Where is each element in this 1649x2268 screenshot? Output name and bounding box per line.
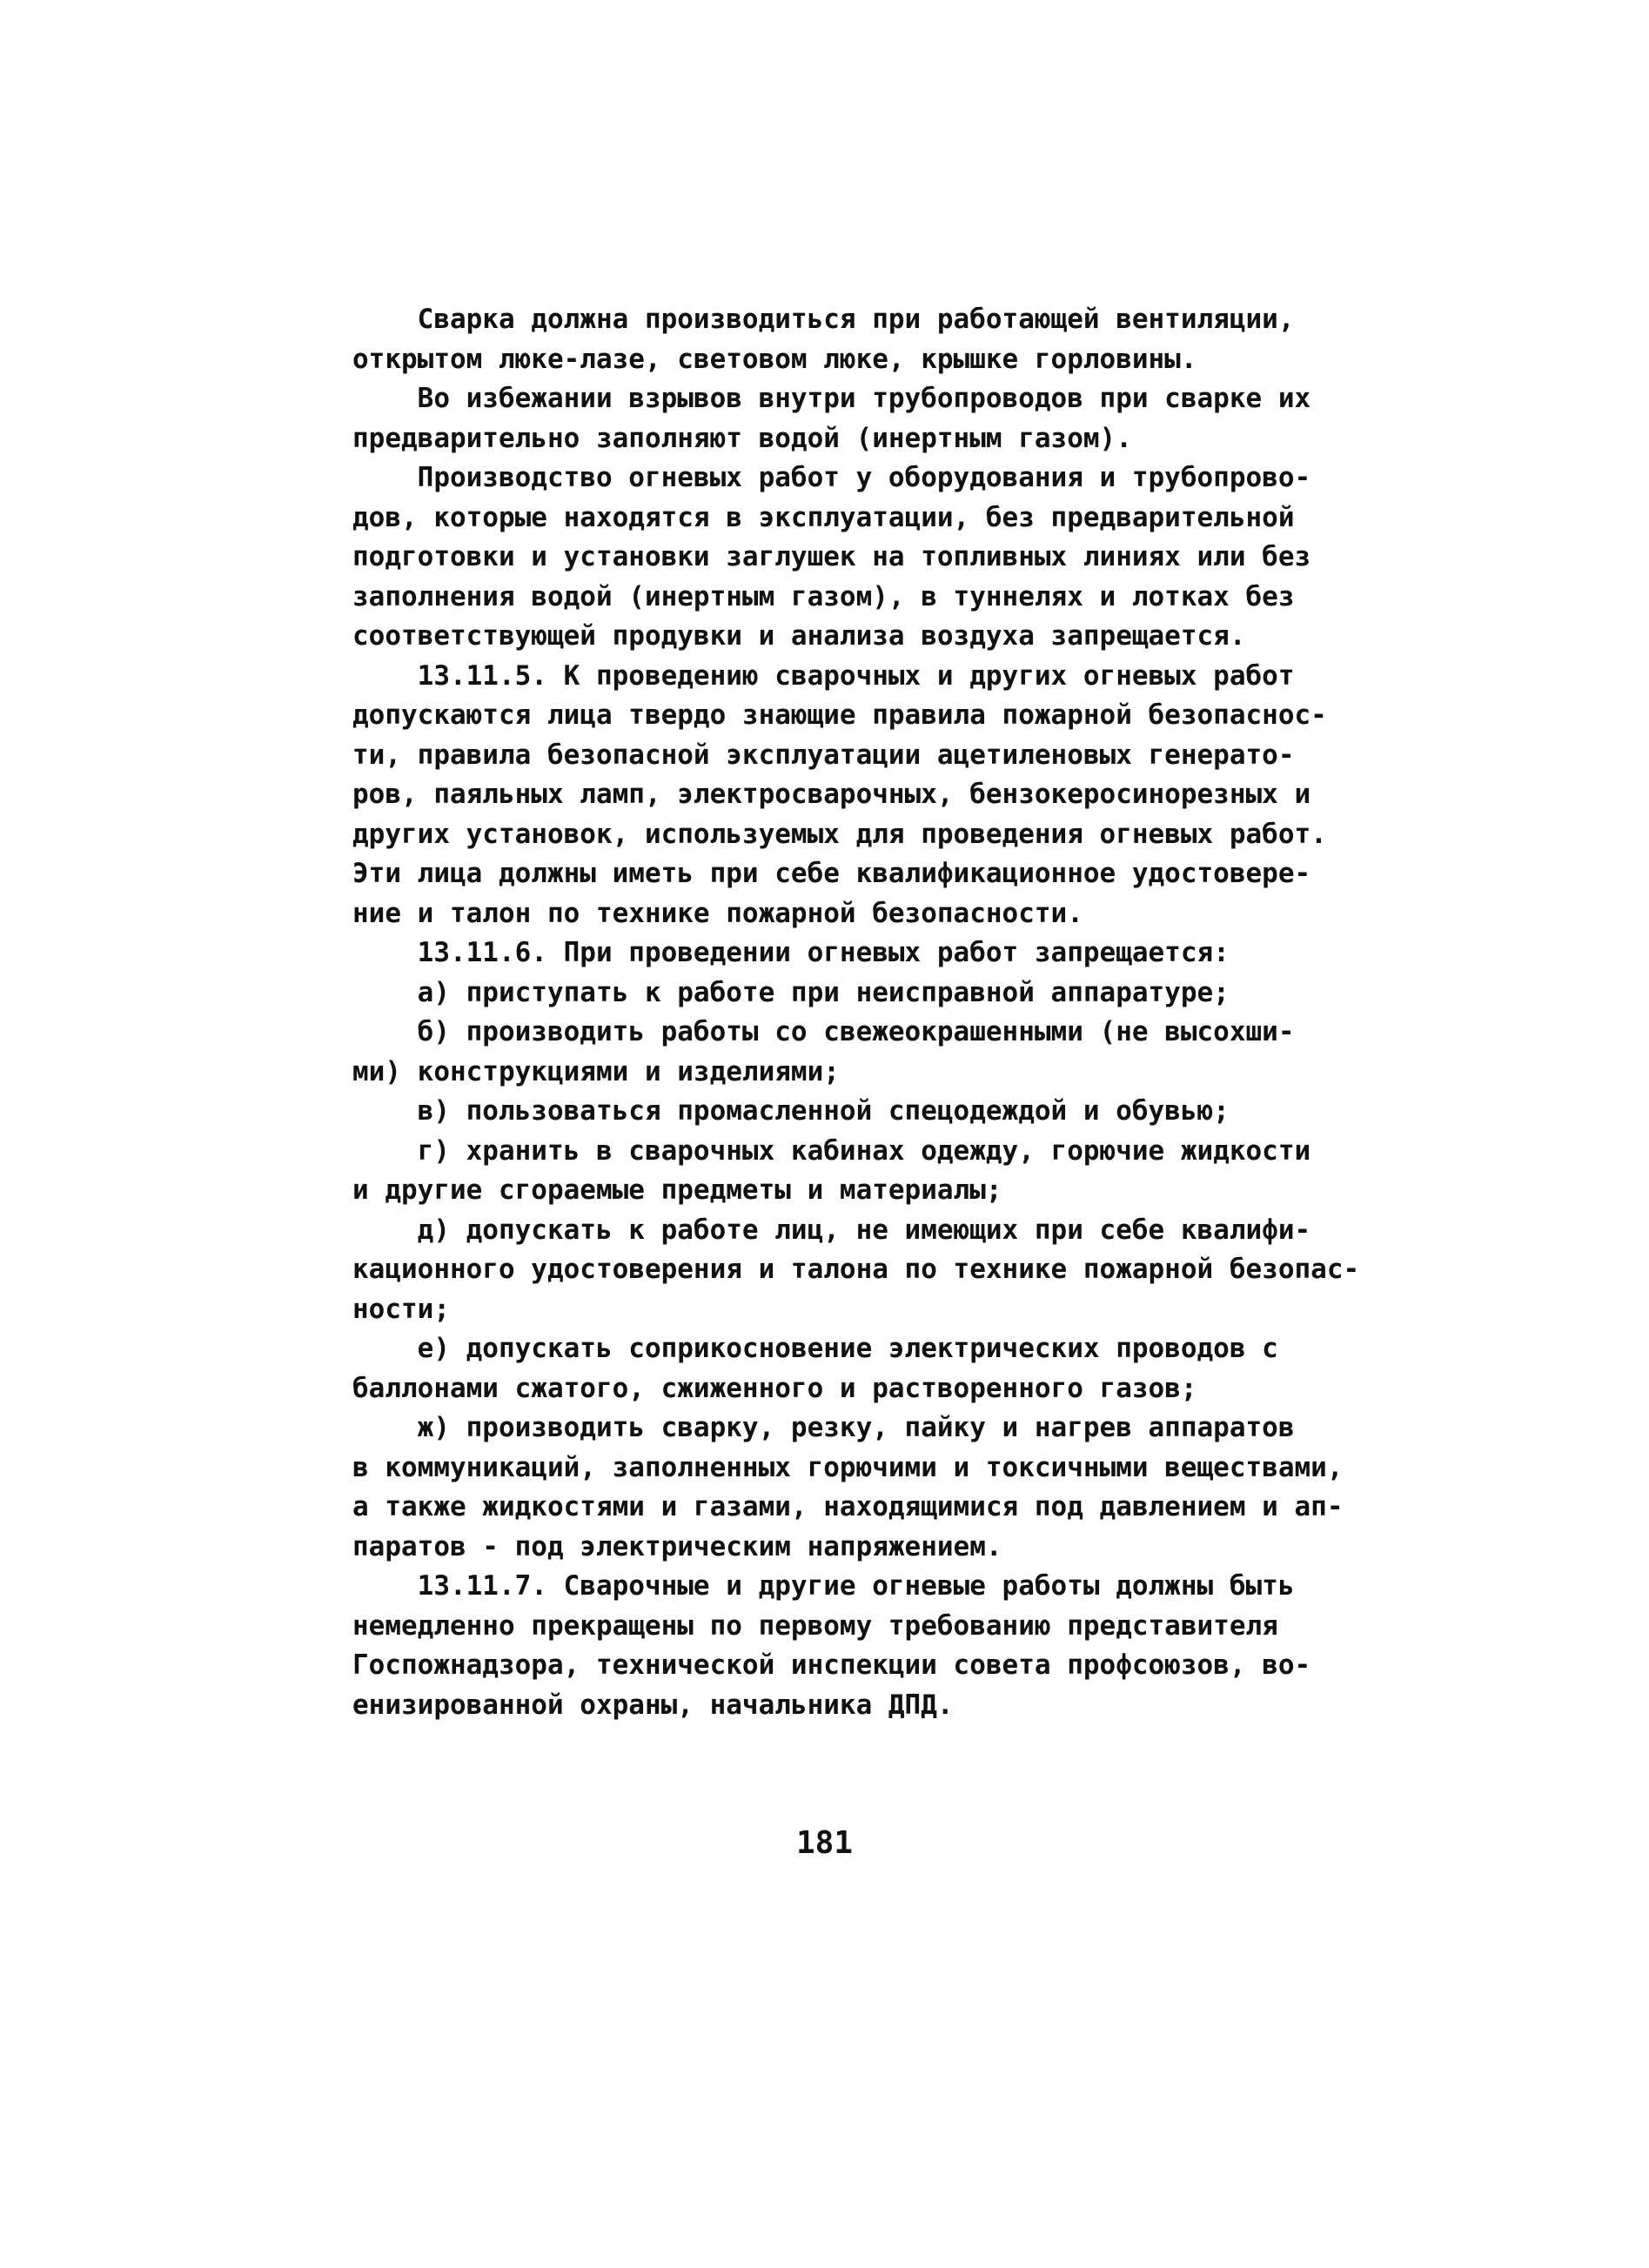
text-line: Госпожнадзора, технической инспекции совета профсоюзов, во- (352, 1649, 1311, 1681)
text-line: и другие сгораемые предметы и материалы; (352, 1174, 1002, 1206)
text-line: других установок, используемых для проведения огневых работ. (352, 818, 1327, 850)
text-line: соответствующей продувки и анализа воздуха запрещается. (352, 620, 1246, 652)
text-line: Сварка должна производиться при работающей вентиляции, (352, 304, 1295, 335)
body-text (352, 300, 1375, 1725)
text-line: подготовки и установки заглушек на топливных линиях или без (352, 541, 1311, 572)
text-line: ти, правила безопасной эксплуатации ацетиленовых генерато- (352, 739, 1295, 771)
text-line: Эти лица должны иметь при себе квалификационное удостовере- (352, 858, 1311, 889)
text-line: заполнения водой (инертным газом), в туннелях и лотках без (352, 580, 1295, 612)
text-line: паратов - под электрическим напряжением. (352, 1530, 1002, 1562)
text-line: дов, которые находятся в эксплуатации, без предварительной (352, 501, 1295, 533)
text-line: открытом люке-лазе, световом люке, крышке горловины. (352, 343, 1197, 375)
text-line: б) производить работы со свежеокрашенными (не высохши- (352, 1016, 1295, 1047)
text-line: допускаются лица твердо знающие правила пожарной безопаснос- (352, 699, 1327, 731)
text-line: 13.11.6. При проведении огневых работ запрещается: (352, 937, 1230, 968)
text-line: в) пользоваться промасленной спецодеждой и обувью; (352, 1095, 1230, 1127)
text-line: а) приступать к работе при неисправной аппаратуре; (352, 976, 1230, 1008)
text-line: ми) конструкциями и изделиями; (352, 1055, 840, 1087)
text-line: ние и талон по технике пожарной безопасности. (352, 897, 1083, 929)
text-line: Производство огневых работ у оборудования и трубопрово- (352, 462, 1311, 493)
text-line: е) допускать соприкосновение электрических проводов с (352, 1333, 1278, 1364)
text-line: енизированной охраны, начальника ДПД. (352, 1689, 954, 1721)
text-line: 13.11.5. К проведению сварочных и других огневых работ (352, 659, 1295, 692)
text-line: 13.11.7. Сварочные и другие огневые работы должны быть (352, 1570, 1295, 1602)
text-line: г) хранить в сварочных кабинах одежду, горючие жидкости (352, 1134, 1311, 1167)
text-line: а также жидкостями и газами, находящимися под давлением и ап- (352, 1491, 1344, 1522)
text-line: кационного удостоверения и талона по технике пожарной безопас- (352, 1254, 1360, 1285)
text-line: Во избежании взрывов внутри трубопроводов при сварке их (352, 383, 1311, 414)
page-number: 181 (795, 1825, 854, 1861)
text-line: немедленно прекращены по первому требованию представителя (352, 1609, 1278, 1642)
text-line: предварительно заполняют водой (инертным газом). (352, 422, 1132, 454)
text-line: баллонами сжатого, сжиженного и растворенного газов; (352, 1372, 1197, 1404)
text-line: ж) производить сварку, резку, пайку и нагрев аппаратов (352, 1412, 1295, 1443)
text-line: ности; (352, 1293, 450, 1325)
text-line: в коммуникаций, заполненных горючими и токсичными веществами, (352, 1451, 1344, 1483)
text-line: ров, паяльных ламп, электросварочных, бензокеросинорезных и (352, 779, 1311, 810)
text-line: д) допускать к работе лиц, не имеющих при себе квалифи- (352, 1214, 1311, 1246)
